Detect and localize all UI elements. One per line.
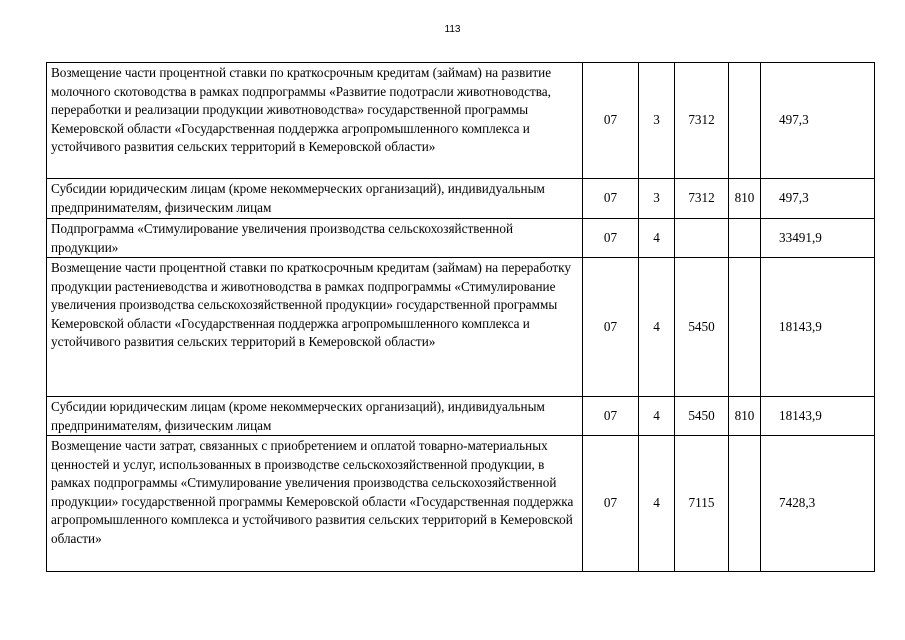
row-expense-type	[729, 258, 761, 397]
table-row	[47, 63, 875, 179]
table-row	[47, 436, 875, 572]
row-description: Возмещение части процентной ставки по краткосрочным кредитам (займам) на развитие молочного скотоводства в рамках подпрограммы «Развитие подотрасли животноводства, переработки и реализации продукции животноводства» государственной программы Кемеровской области «Государственная поддержка агропромышленного комплекса и устойчивого развития сельских территорий в Кемеровской области»	[47, 63, 583, 179]
row-description: Подпрограмма «Стимулирование увеличения производства сельскохозяйственной продукции»	[47, 219, 583, 258]
row-description: Субсидии юридическим лицам (кроме некоммерческих организаций), индивидуальным предпринимателям, физическим лицам	[47, 397, 583, 436]
row-description: Возмещение части затрат, связанных с приобретением и оплатой товарно-материальных ценностей и услуг, использованных в производстве сельскохозяйственной продукции, в рамках подпрограммы «Стимулирование увеличения производства сельскохозяйственной продукции» государственной программы Кемеровской области «Государственная поддержка агропромышленного комплекса и устойчивого развития сельских территорий в Кемеровской области»	[47, 436, 583, 572]
row-subsection: 4	[639, 436, 675, 572]
row-section: 07	[583, 63, 639, 179]
row-amount: 497,3	[761, 63, 875, 179]
row-amount: 7428,3	[761, 436, 875, 572]
row-expense-type	[729, 63, 761, 179]
row-target-code: 5450	[675, 258, 729, 397]
row-expense-type	[729, 219, 761, 258]
row-section: 07	[583, 397, 639, 436]
row-amount: 18143,9	[761, 258, 875, 397]
row-amount: 33491,9	[761, 219, 875, 258]
row-section: 07	[583, 179, 639, 219]
row-subsection: 4	[639, 219, 675, 258]
table-row	[47, 258, 875, 397]
table-row	[47, 179, 875, 219]
row-description: Возмещение части процентной ставки по краткосрочным кредитам (займам) на переработку продукции растениеводства и животноводства в рамках подпрограммы «Стимулирование увеличения производства сельскохозяйственной продукции» государственной программы Кемеровской области «Государственная поддержка агропромышленного комплекса и устойчивого развития сельских территорий в Кемеровской области»	[47, 258, 583, 397]
table-row	[47, 397, 875, 436]
budget-table	[46, 62, 875, 572]
page-number: 113	[444, 24, 461, 35]
row-expense-type	[729, 436, 761, 572]
row-amount: 18143,9	[761, 397, 875, 436]
row-section: 07	[583, 436, 639, 572]
row-section: 07	[583, 258, 639, 397]
row-target-code: 7312	[675, 63, 729, 179]
row-subsection: 4	[639, 397, 675, 436]
row-subsection: 4	[639, 258, 675, 397]
row-description: Субсидии юридическим лицам (кроме некоммерческих организаций), индивидуальным предпринимателям, физическим лицам	[47, 179, 583, 219]
table-row	[47, 219, 875, 258]
row-target-code: 7312	[675, 179, 729, 219]
row-subsection: 3	[639, 63, 675, 179]
row-expense-type: 810	[729, 397, 761, 436]
row-target-code: 5450	[675, 397, 729, 436]
row-amount: 497,3	[761, 179, 875, 219]
row-target-code	[675, 219, 729, 258]
row-subsection: 3	[639, 179, 675, 219]
row-expense-type: 810	[729, 179, 761, 219]
row-section: 07	[583, 219, 639, 258]
row-target-code: 7115	[675, 436, 729, 572]
